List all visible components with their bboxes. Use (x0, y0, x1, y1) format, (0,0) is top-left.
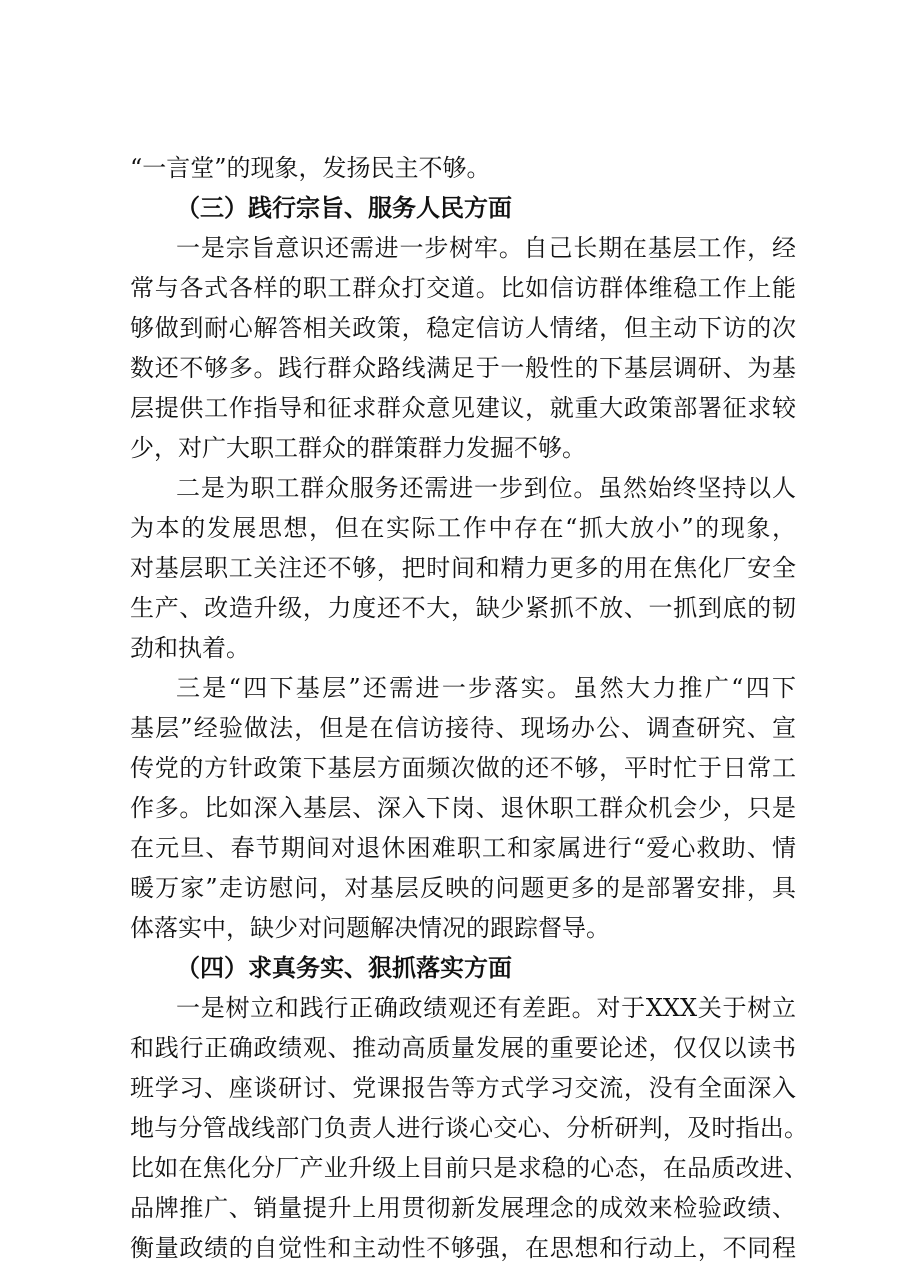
line-text: 传党的方针政策下基层方面频次做的还不够，平时忙于日常工 (130, 754, 796, 782)
paragraph-line (0, 588, 909, 628)
paragraph-line (0, 668, 909, 708)
paragraph-line (0, 748, 909, 788)
paragraph-line (0, 628, 909, 668)
paragraph-line (0, 1068, 909, 1108)
heading-text: （四）求真务实、狠抓落实方面 (176, 953, 512, 982)
line-text: 在元旦、春节期间对退休困难职工和家属进行“爱心救助、情 (130, 834, 796, 862)
line-text: 一是树立和践行正确政绩观还有差距。对于XXX关于树立 (176, 994, 796, 1022)
line-text: 劲和执着。 (130, 634, 250, 662)
paragraph-line (0, 868, 909, 908)
paragraph-line (0, 468, 909, 508)
line-text: 作多。比如深入基层、深入下岗、退休职工群众机会少，只是 (130, 794, 796, 822)
paragraph-line (0, 348, 909, 388)
line-text: 二是为职工群众服务还需进一步到位。虽然始终坚持以人 (176, 474, 796, 502)
paragraph-line (0, 1148, 909, 1188)
paragraph-line (0, 708, 909, 748)
paragraph-line (0, 428, 909, 468)
paragraph-line (0, 548, 909, 588)
line-text: 地与分管战线部门负责人进行谈心交心、分析研判，及时指出。 (130, 1114, 808, 1142)
line-text: 和践行正确政绩观、推动高质量发展的重要论述，仅仅以读书 (130, 1034, 796, 1062)
paragraph-line (0, 508, 909, 548)
line-text: 够做到耐心解答相关政策，稳定信访人情绪，但主动下访的次 (130, 314, 796, 342)
line-text: 对基层职工关注还不够，把时间和精力更多的用在焦化厂安全 (130, 554, 796, 582)
line-text: 三是“四下基层”还需进一步落实。虽然大力推广“四下 (176, 674, 796, 702)
text-line (0, 148, 909, 188)
line-text: 班学习、座谈研讨、党课报告等方式学习交流，没有全面深入 (130, 1074, 796, 1102)
line-text: 比如在焦化分厂产业升级上目前只是求稳的心态，在品质改进、 (130, 1154, 808, 1182)
paragraph-line (0, 388, 909, 428)
line-text: 生产、改造升级，力度还不大，缺少紧抓不放、一抓到底的韧 (130, 594, 796, 622)
paragraph-line (0, 788, 909, 828)
line-text: 数还不够多。践行群众路线满足于一般性的下基层调研、为基 (130, 354, 796, 382)
line-text: 层提供工作指导和征求群众意见建议，就重大政策部署征求较 (130, 394, 796, 422)
paragraph-line (0, 988, 909, 1028)
line-text: 为本的发展思想，但在实际工作中存在“抓大放小”的现象， (130, 514, 796, 542)
heading-text: （三）践行宗旨、服务人民方面 (176, 193, 512, 222)
paragraph-line (0, 1188, 909, 1228)
line-text: 衡量政绩的自觉性和主动性不够强，在思想和行动上，不同程 (130, 1234, 796, 1262)
line-text: “一言堂”的现象，发扬民主不够。 (130, 154, 491, 182)
paragraph-line (0, 268, 909, 308)
paragraph-line (0, 1228, 909, 1268)
section-heading-4 (0, 948, 909, 988)
line-text: 少，对广大职工群众的群策群力发掘不够。 (130, 434, 586, 462)
paragraph-line (0, 1028, 909, 1068)
paragraph-line (0, 1108, 909, 1148)
paragraph-line (0, 908, 909, 948)
paragraph-line (0, 228, 909, 268)
section-heading-3 (0, 188, 909, 228)
paragraph-line (0, 828, 909, 868)
line-text: 常与各式各样的职工群众打交道。比如信访群体维稳工作上能 (130, 274, 796, 302)
line-text: 基层”经验做法，但是在信访接待、现场办公、调查研究、宣 (130, 714, 796, 742)
line-text: 一是宗旨意识还需进一步树牢。自己长期在基层工作，经 (176, 234, 796, 262)
line-text: 品牌推广、销量提升上用贯彻新发展理念的成效来检验政绩、 (130, 1194, 796, 1222)
line-text: 体落实中，缺少对问题解决情况的跟踪督导。 (130, 914, 610, 942)
paragraph-line (0, 308, 909, 348)
line-text: 暖万家”走访慰问，对基层反映的问题更多的是部署安排，具 (130, 874, 796, 902)
